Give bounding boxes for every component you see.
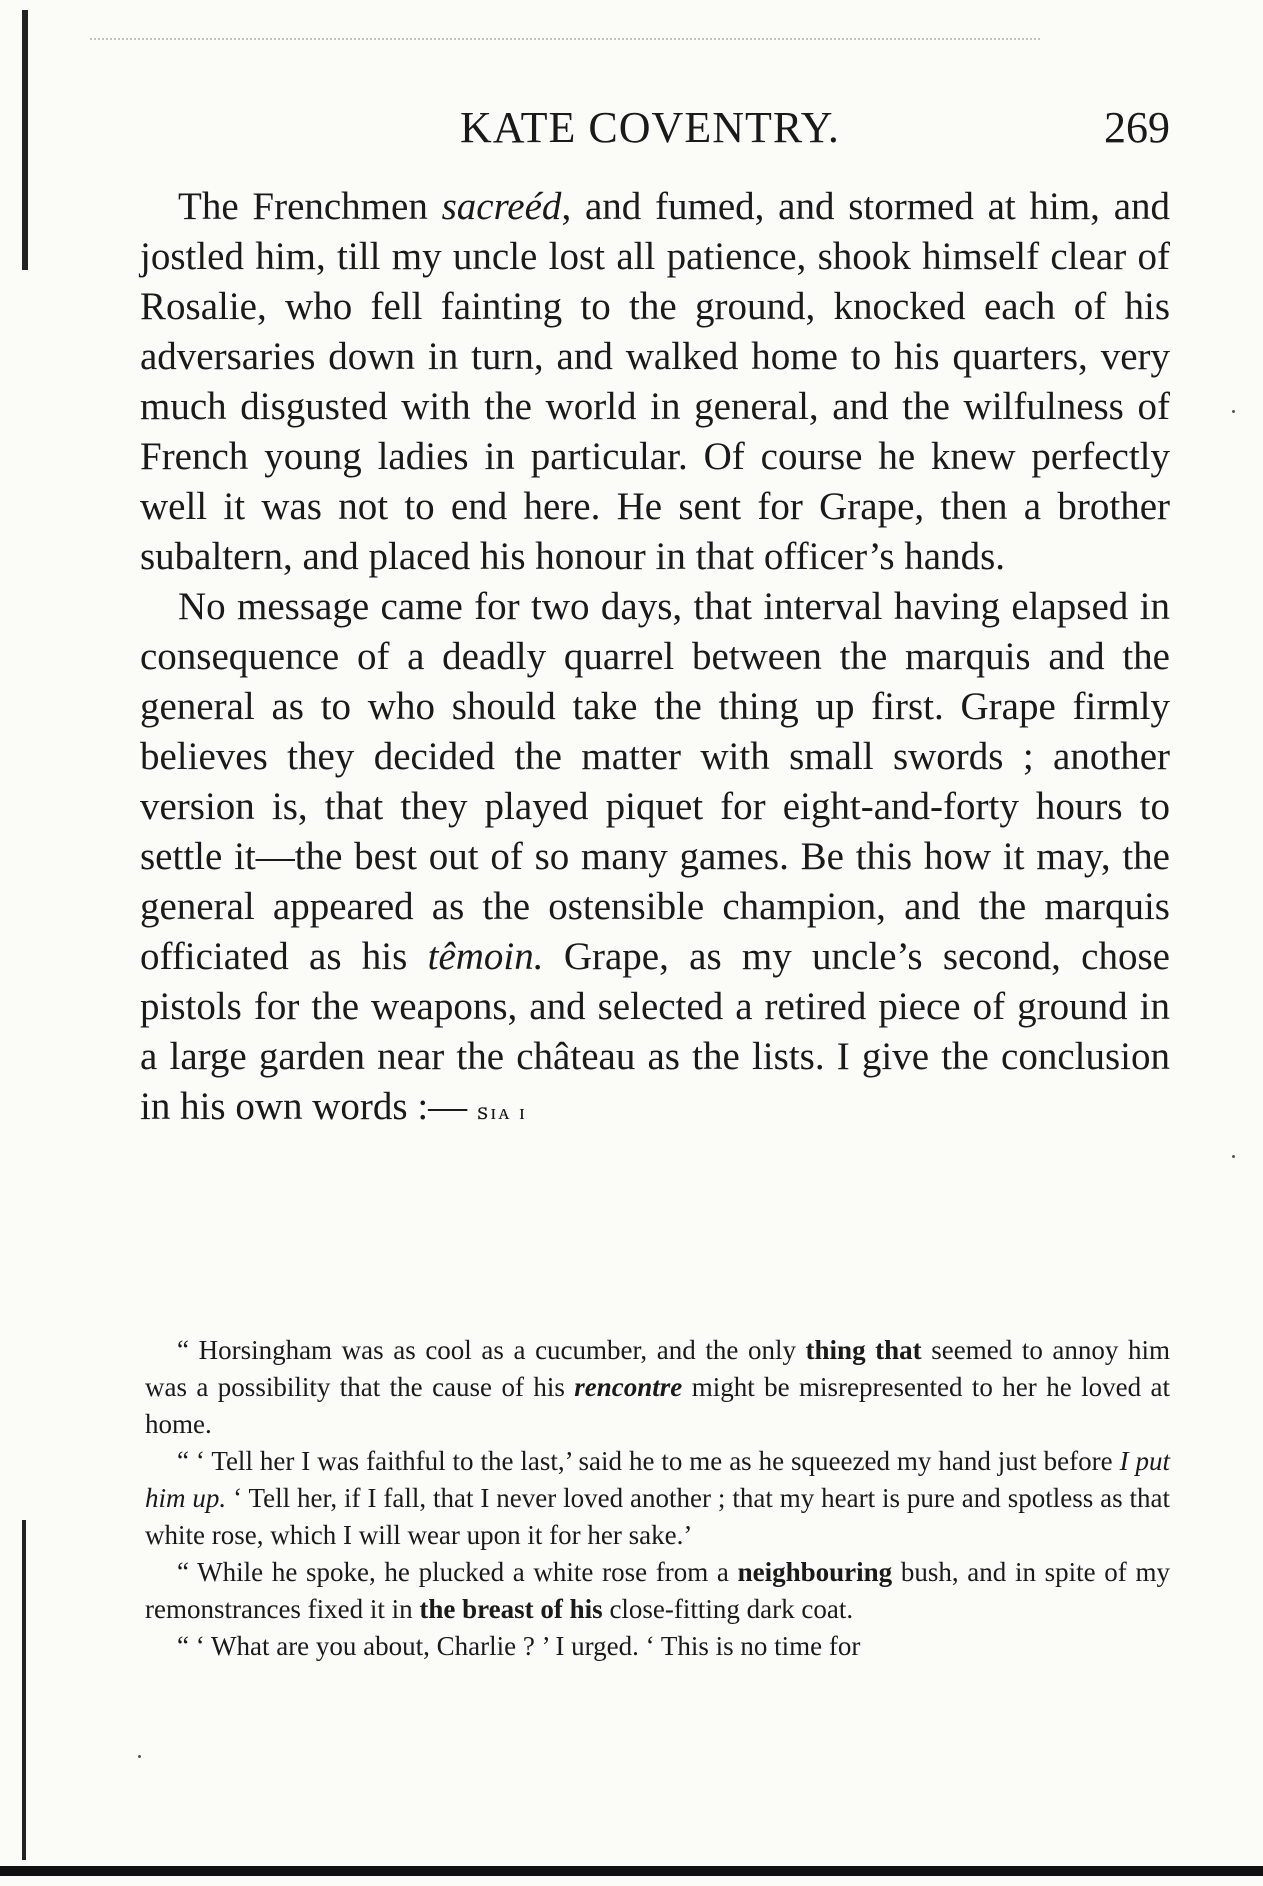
main-text [140,182,1170,1137]
quote-paragraph: “ Horsingham was as cool as a cucumber, and the only thing that seemed to annoy him was a possibility that the cause of his rencontre might be misrepresented to her he loved at home. [145,1335,1170,1439]
page-bottom-edge [0,1866,1263,1876]
quote-paragraph: “ ‘ Tell her I was faithful to the last,’ said he to me as he squeezed my hand just before I put him up. ‘ Tell her, if I fall, that I never loved another ; that my heart is pure and spotless as that white rose, which I will wear upon it for her sake.’ [145,1446,1171,1550]
scan-speck [1232,1155,1235,1158]
paragraph: No message came for two days, that interval having elapsed in consequence of a deadly quarrel between the marquis and the general as to who should take the thing up first. Grape firmly believes they decided the matter with small swords ; another version is, that they played piquet for eight-and-forty hours to settle it—the best out of so many games. Be this how it may, the general appeared as the ostensible champion, and the marquis officiated as his têmoin. Grape, as my uncle’s second, chose pistols for the weapons, and selected a retired piece of ground in a large garden near the château as the lists. I give the conclusion in his own words :— ꜱɪᴀ ɪ [140,585,1170,1128]
binding-edge-mark-bottom [22,1520,26,1860]
binding-edge-mark-top [22,10,28,270]
quote-paragraph: “ While he spoke, he plucked a white rose from a neighbouring bush, and in spite of my remonstrances fixed it in the breast of his close-fitting dark coat. [145,1557,1170,1624]
paragraph: The Frenchmen sacreéd, and fumed, and stormed at him, and jostled him, till my uncle lost all patience, shook himself clear of Rosalie, who fell fainting to the ground, knocked each of his adversaries down in turn, and walked home to his quarters, very much disgusted with the world in general, and the wilfulness of French young ladies in particular. Of course he knew perfectly well it was not to end here. He sent for Grape, then a brother subaltern, and placed his honour in that officer’s hands. [140,185,1170,578]
quoted-passage [145,1332,1170,1665]
scan-noise-top [90,38,1040,46]
page-number: 269 [1104,103,1170,152]
running-title: KATE COVENTRY. [460,103,840,152]
scan-speck [138,1755,141,1758]
quote-paragraph: “ ‘ What are you about, Charlie ? ’ I urged. ‘ This is no time for [177,1631,861,1661]
scan-speck [1232,410,1235,413]
page-header [140,102,1170,162]
scan-artifact-text: ꜱɪᴀ ɪ [476,1099,528,1124]
